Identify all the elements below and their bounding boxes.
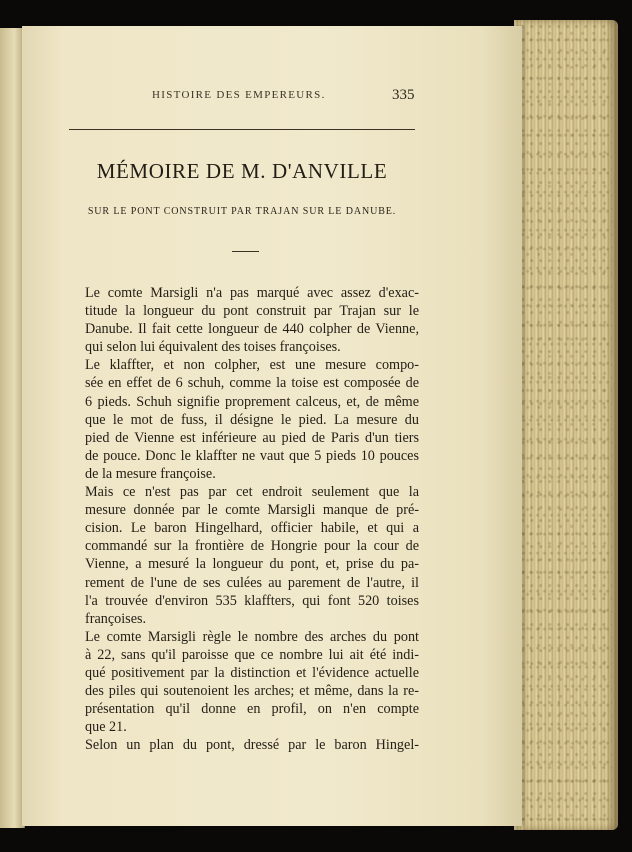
book-page [22, 26, 522, 826]
text-line: Mais ce n'est pas par cet endroit seulement que la [85, 484, 419, 501]
article-title: MÉMOIRE DE M. D'ANVILLE [96, 159, 388, 183]
text-line: de pouce. Donc le klaffter ne vaut que 5 pieds 10 pouces [85, 447, 419, 464]
text-line: Selon un plan du pont, dressé par le baron Hingel- [85, 737, 419, 754]
text-line: de la mesure françoise. [85, 465, 216, 482]
text-line: présentation qu'il donne en profil, on n'en compte [85, 701, 419, 718]
text-line: qué positivement par la distinction et l'évidence actuelle [85, 664, 419, 681]
page-number: 335 [392, 87, 415, 103]
text-line: Danube. Il fait cette longueur de 440 colpher de Vienne, [85, 321, 419, 338]
text-line: pied de Vienne est inférieure au pied de Paris d'un tiers [85, 429, 419, 446]
text-line: que 21. [85, 719, 127, 736]
text-line: l'a trouvée d'environ 535 klaffters, qui font 520 toises [85, 592, 419, 609]
article-subtitle: SUR LE PONT CONSTRUIT PAR TRAJAN SUR LE DANUBE. [87, 206, 397, 217]
paragraph [85, 356, 419, 483]
text-line: françoises. [85, 610, 147, 627]
text-line: Le comte Marsigli n'a pas marqué avec assez d'exac- [85, 285, 419, 301]
header-rule [69, 129, 415, 130]
paragraph [85, 736, 419, 754]
text-line: des piles qui soutenoient les arches; et même, dans la re- [85, 683, 419, 700]
text-line: qui selon lui équivalent des toises françoises. [85, 339, 341, 356]
text-line: à 22, sans qu'il paroisse que ce nombre lui ait été indi- [85, 646, 419, 663]
text-line: 6 pieds. Schuh signifie proprement calceus, et, de même [85, 393, 419, 410]
running-head: HISTOIRE DES EMPEREURS. [152, 89, 326, 101]
body-text [85, 284, 419, 754]
text-line: Le klaffter, et non colpher, est une mesure compo- [85, 357, 419, 374]
paragraph [85, 284, 419, 356]
paragraph [85, 628, 419, 737]
paragraph [85, 483, 419, 628]
text-line: rement de l'une de ses culées au parement de l'autre, il [85, 574, 419, 591]
text-line: sée en effet de 6 schuh, comme la toise est composée de [85, 375, 419, 392]
foxing-spots [520, 24, 612, 824]
text-line: titude la longueur du pont construit par Trajan sur le [85, 303, 419, 320]
text-line: commandé sur la frontière de Hongrie pour la cour de [85, 538, 419, 555]
text-line: mesure donnée par le comte Marsigli manque de pré- [85, 502, 419, 519]
text-line: Le comte Marsigli règle le nombre des arches du pont [85, 628, 419, 645]
section-divider [232, 251, 259, 252]
text-line: que le mot de fuss, il désigne le pied. La mesure du [85, 411, 419, 428]
text-line: cision. Le baron Hingelhard, officier habile, et qui a [85, 520, 419, 537]
text-line: Vienne, a mesuré la longueur du pont, et, prise du pa- [85, 556, 419, 573]
